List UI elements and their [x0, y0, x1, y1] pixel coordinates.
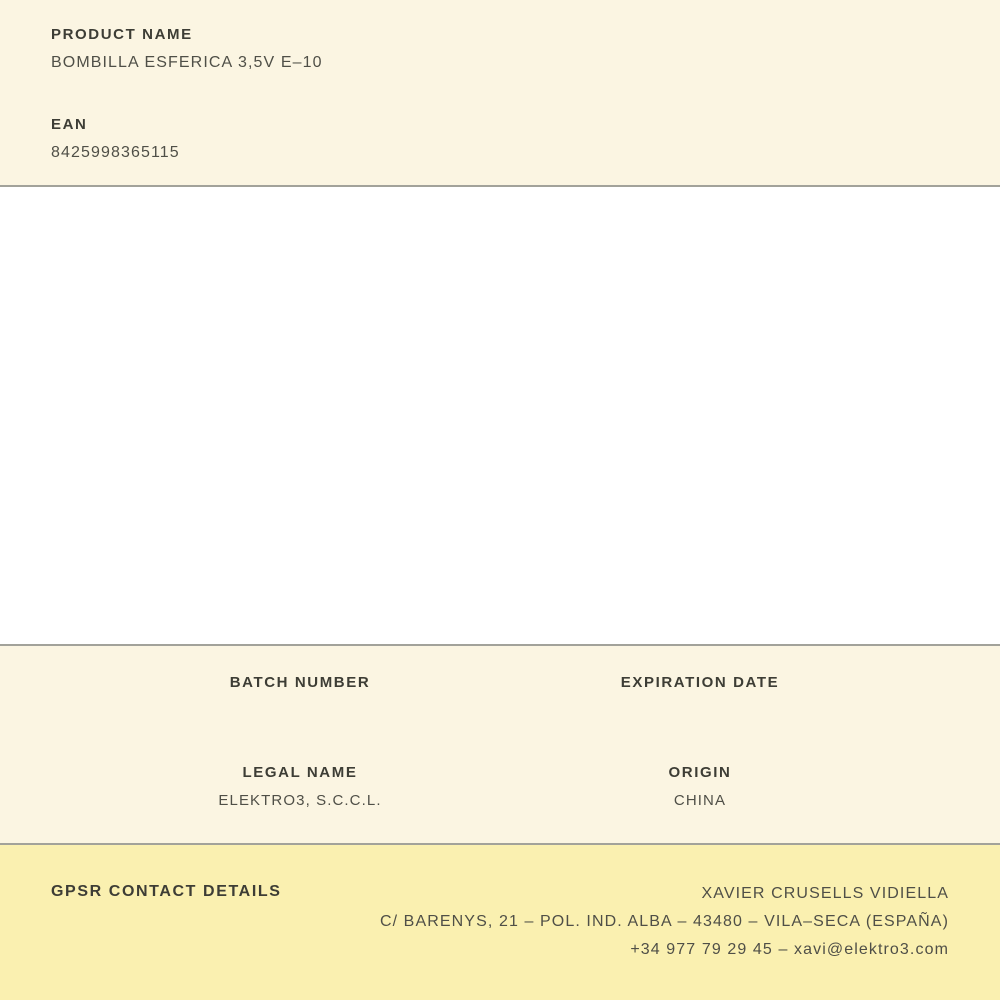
origin-value: CHINA	[673, 792, 727, 809]
legal-name-field	[100, 763, 500, 817]
batch-number-field	[100, 673, 500, 727]
gpsr-contact-info	[282, 880, 949, 964]
contact-address: C/ BARENYS, 21 – POL. IND. ALBA – 43480 – VILA–SECA (ESPAÑA)	[379, 913, 949, 930]
legal-name-value: ELEKTRO3, S.C.C.L.	[218, 792, 382, 809]
origin-field	[500, 763, 900, 817]
product-name-label: PRODUCT NAME	[51, 26, 193, 43]
gpsr-contact-label: GPSR CONTACT DETAILS	[51, 883, 282, 900]
details-grid	[100, 673, 900, 817]
expiration-date-label: EXPIRATION DATE	[620, 674, 780, 691]
product-name-field	[51, 25, 949, 74]
batch-number-label: BATCH NUMBER	[229, 674, 371, 691]
product-header-section	[0, 0, 1000, 187]
contact-phone-email: +34 977 79 29 45 – xavi@elektro3.com	[630, 941, 949, 958]
gpsr-contact-section	[0, 845, 1000, 1000]
origin-label: ORIGIN	[668, 764, 732, 781]
product-image-area	[0, 187, 1000, 644]
batch-number-value	[100, 701, 500, 727]
details-section	[0, 644, 1000, 845]
expiration-date-field	[500, 673, 900, 727]
contact-person-name: XAVIER CRUSELLS VIDIELLA	[701, 885, 949, 902]
ean-label: EAN	[51, 116, 88, 133]
ean-value: 8425998365115	[51, 144, 180, 161]
ean-field	[51, 115, 949, 164]
expiration-date-value	[500, 701, 900, 727]
batch-expiration-row	[100, 673, 900, 727]
legal-name-label: LEGAL NAME	[242, 764, 358, 781]
legal-origin-row	[100, 763, 900, 817]
product-name-value: BOMBILLA ESFERICA 3,5V E–10	[51, 54, 323, 71]
